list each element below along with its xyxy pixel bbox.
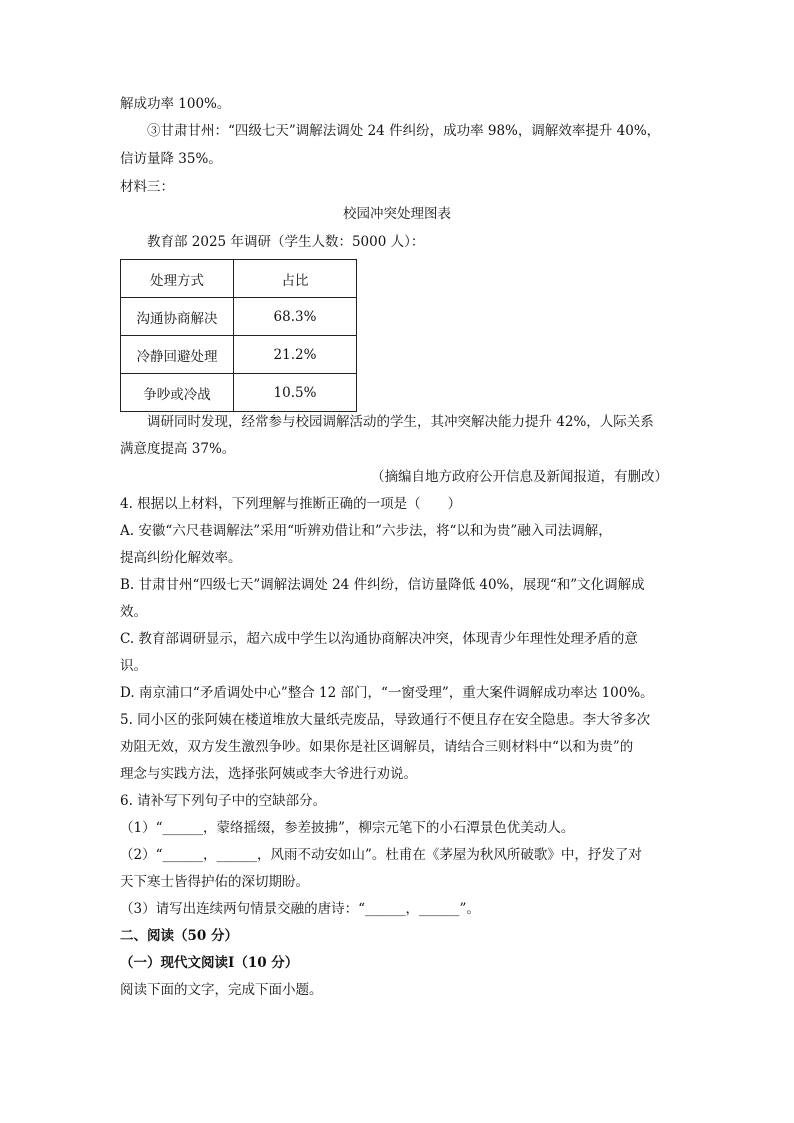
table-cell: 68.3% <box>234 298 357 336</box>
text-line: 调研同时发现，经常参与校园调解活动的学生，其冲突解决能力提升 42%，人际关系 <box>147 414 654 430</box>
section-label: 材料三： <box>120 179 174 195</box>
option-d: D. 南京浦口“矛盾调处中心”整合 12 部门，“一窗受理”，重大案件调解成功率达 100%。 <box>120 685 654 701</box>
option-b: B. 甘肃甘州“四级七天”调解法调处 24 件纠纷，信访量降低 40%，展现“和”文化调解成 <box>120 577 645 593</box>
instruction-text: 阅读下面的文字，完成下面小题。 <box>120 982 323 998</box>
table-cell: 21.2% <box>234 336 357 374</box>
table-title: 校园冲突处理图表 <box>343 206 451 222</box>
question-6-3: （3）请写出连续两句情景交融的唐诗：“______，______”。 <box>120 901 480 917</box>
option-a-cont: 提高纠纷化解效率。 <box>120 550 242 566</box>
table-cell: 沟通协商解决 <box>121 298 234 336</box>
table-row <box>121 298 357 336</box>
option-a: A. 安徽“六尺巷调解法”采用“听辨劝借让和”六步法，将“以和为贵”融入司法调解， <box>120 523 612 539</box>
source-note: （摘编自地方政府公开信息及新闻报道，有删改） <box>371 469 668 485</box>
section-heading: 二、阅读（50 分） <box>120 928 238 944</box>
table-cell: 冷静回避处理 <box>121 336 234 374</box>
table-header-cell: 处理方式 <box>121 260 234 298</box>
table-header-cell: 占比 <box>234 260 357 298</box>
option-c: C. 教育部调研显示，超六成中学生以沟通协商解决冲突，体现青少年理性处理矛盾的意 <box>120 631 638 647</box>
question-5-cont: 理念与实践方法，选择张阿姨或李大爷进行劝说。 <box>120 766 417 782</box>
question-5-cont: 劝阻无效，双方发生激烈争吵。如果你是社区调解员，请结合三则材料中“以和为贵”的 <box>120 739 634 755</box>
table-header-row <box>121 260 357 298</box>
question-6-2: （2）“______，______，风雨不动安如山”。杜甫在《茅屋为秋风所破歌》中，抒发了对 <box>120 847 642 863</box>
text-line: 信访量降 35%。 <box>120 151 222 167</box>
option-b-cont: 效。 <box>120 604 147 620</box>
table-row <box>121 374 357 412</box>
text-line: 解成功率 100%。 <box>120 96 231 112</box>
question-5: 5. 同小区的张阿姨在楼道堆放大量纸壳废品，导致通行不便且存在安全隐患。李大爷多次 <box>120 712 651 728</box>
conflict-table <box>120 259 357 412</box>
option-c-cont: 识。 <box>120 658 147 674</box>
table-row <box>121 336 357 374</box>
subsection-heading: （一）现代文阅读Ⅰ（10 分） <box>120 955 299 971</box>
question-6-2-cont: 天下寒士皆得护佑的深切期盼。 <box>120 874 309 890</box>
question-6: 6. 请补写下列句子中的空缺部分。 <box>120 793 327 809</box>
table-cell: 10.5% <box>234 374 357 412</box>
text-line: 满意度提高 37%。 <box>120 441 236 457</box>
question-4: 4. 根据以上材料，下列理解与推断正确的一项是（ ） <box>120 496 462 512</box>
text-line: ③甘肃甘州：“四级七天”调解法调处 24 件纠纷，成功率 98%，调解效率提升 40%， <box>147 123 661 139</box>
text-line: 教育部 2025 年调研（学生人数：5000 人）： <box>147 234 425 250</box>
question-6-1: （1）“______，蒙络摇缀，参差披拂”，柳宗元笔下的小石潭景色优美动人。 <box>120 820 575 836</box>
table-cell: 争吵或冷战 <box>121 374 234 412</box>
